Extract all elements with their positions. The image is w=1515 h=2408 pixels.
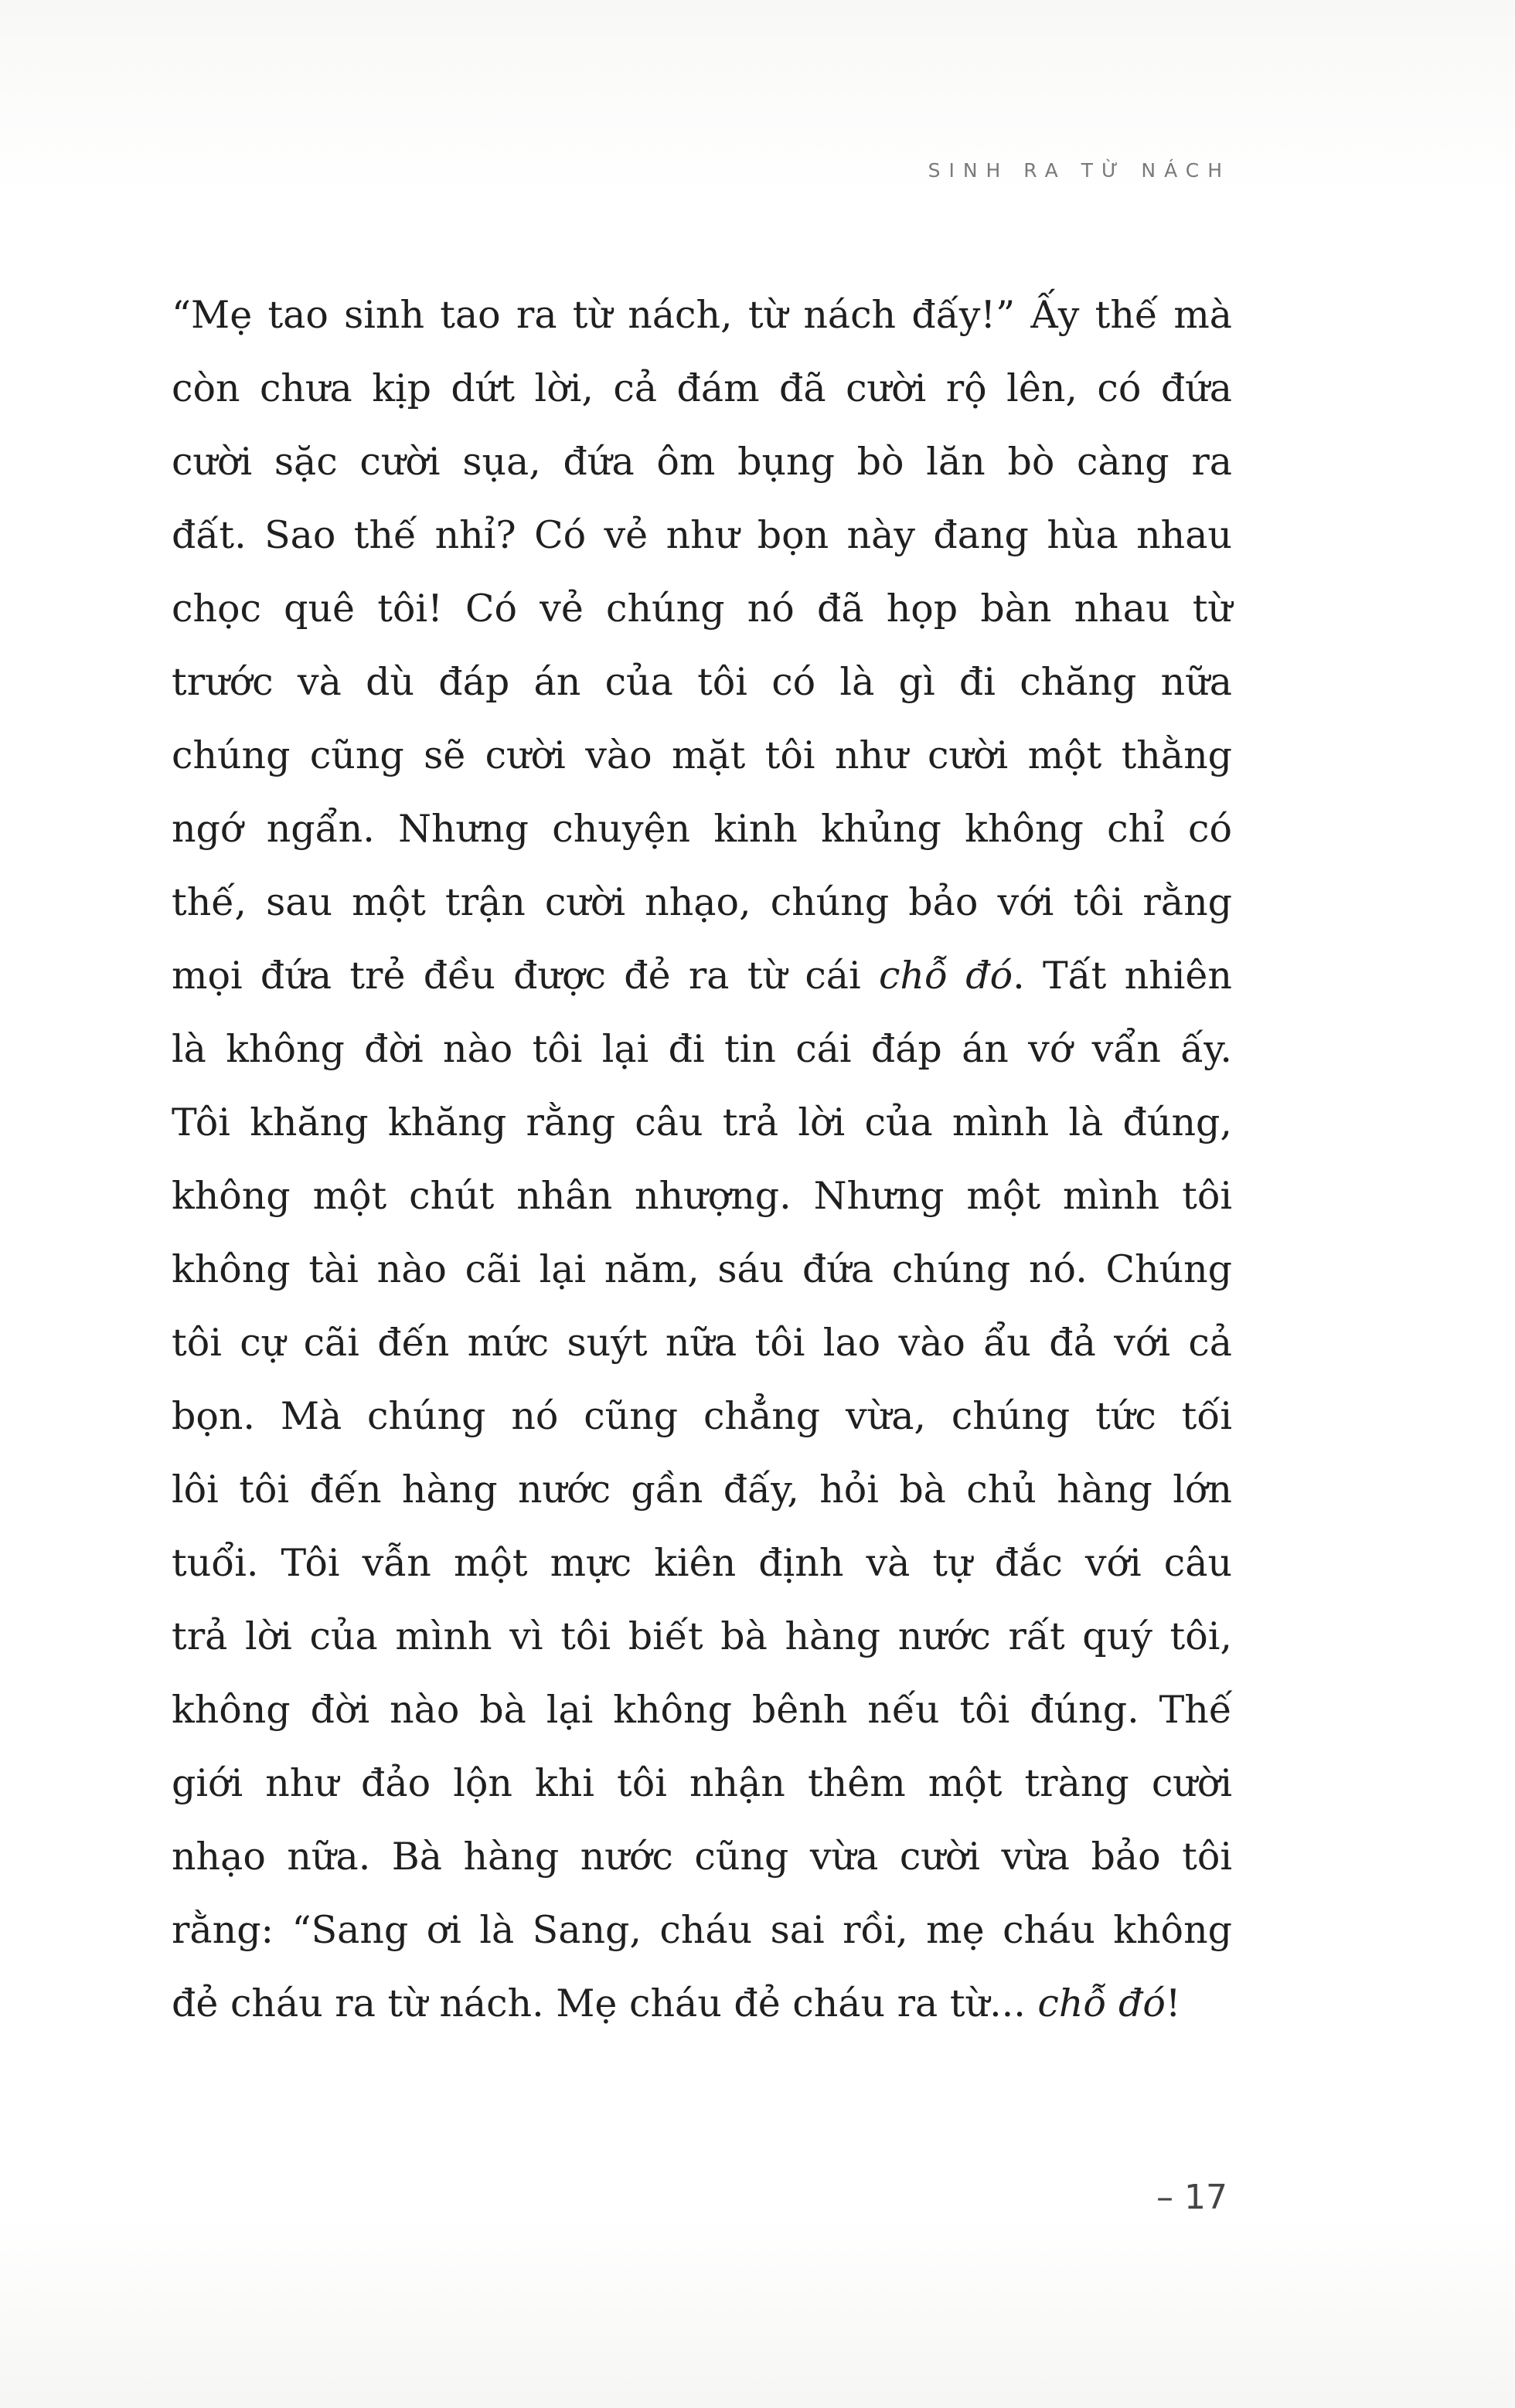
text-segment: mọi đứa trẻ đều được đẻ ra từ cái: [172, 954, 879, 998]
text-line: bọn. Mà chúng nó cũng chẳng vừa, chúng tức tối: [172, 1394, 1232, 1438]
text-segment: . Tất nhiên: [1013, 954, 1232, 998]
text-line: “Mẹ tao sinh tao ra từ nách, từ nách đấy!” Ấy thế mà: [172, 293, 1232, 337]
text-line: không một chút nhân nhượng. Nhưng một mình tôi: [172, 1174, 1232, 1218]
text-line: trả lời của mình vì tôi biết bà hàng nước rất quý tôi,: [172, 1614, 1232, 1658]
text-line: [172, 939, 1232, 1012]
text-line: là không đời nào tôi lại đi tin cái đáp án vớ vẩn ấy.: [172, 1027, 1232, 1071]
text-line: thế, sau một trận cười nhạo, chúng bảo với tôi rằng: [172, 880, 1232, 924]
text-line: lôi tôi đến hàng nước gần đấy, hỏi bà chủ hàng lớn: [172, 1468, 1232, 1512]
body-text: [172, 278, 1232, 2040]
italic-phrase: chỗ đó: [878, 954, 1013, 998]
text-line: chúng cũng sẽ cười vào mặt tôi như cười một thằng: [172, 733, 1232, 777]
text-segment: đẻ cháu ra từ nách. Mẹ cháu đẻ cháu ra từ...: [172, 1981, 1038, 2025]
text-line: tuổi. Tôi vẫn một mực kiên định và tự đắc với câu: [172, 1541, 1232, 1585]
text-line: cười sặc cười sụa, đứa ôm bụng bò lăn bò càng ra: [172, 440, 1232, 484]
text-line: ngớ ngẩn. Nhưng chuyện kinh khủng không chỉ có: [172, 807, 1232, 851]
text-line: chọc quê tôi! Có vẻ chúng nó đã họp bàn nhau từ: [172, 587, 1232, 631]
text-line: không tài nào cãi lại năm, sáu đứa chúng nó. Chúng: [172, 1247, 1232, 1291]
text-segment: !: [1165, 1981, 1181, 2025]
text-line: Tôi khăng khăng rằng câu trả lời của mình là đúng,: [172, 1100, 1232, 1144]
text-line: trước và dù đáp án của tôi có là gì đi chăng nữa: [172, 660, 1232, 704]
text-line: [172, 1967, 1232, 2040]
text-line: giới như đảo lộn khi tôi nhận thêm một tràng cười: [172, 1761, 1232, 1805]
text-line: còn chưa kịp dứt lời, cả đám đã cười rộ lên, có đứa: [172, 366, 1232, 410]
text-line: tôi cự cãi đến mức suýt nữa tôi lao vào ẩu đả với cả: [172, 1321, 1232, 1365]
text-line: không đời nào bà lại không bênh nếu tôi đúng. Thế: [172, 1688, 1232, 1732]
page-number: – 17: [1156, 2178, 1227, 2217]
text-line: rằng: “Sang ơi là Sang, cháu sai rồi, mẹ cháu không: [172, 1908, 1232, 1952]
italic-phrase: chỗ đó: [1037, 1981, 1166, 2025]
text-line: nhạo nữa. Bà hàng nước cũng vừa cười vừa bảo tôi: [172, 1835, 1232, 1879]
text-line: đất. Sao thế nhỉ? Có vẻ như bọn này đang hùa nhau: [172, 513, 1232, 557]
running-header: SINH RA TỪ NÁCH: [928, 159, 1231, 182]
